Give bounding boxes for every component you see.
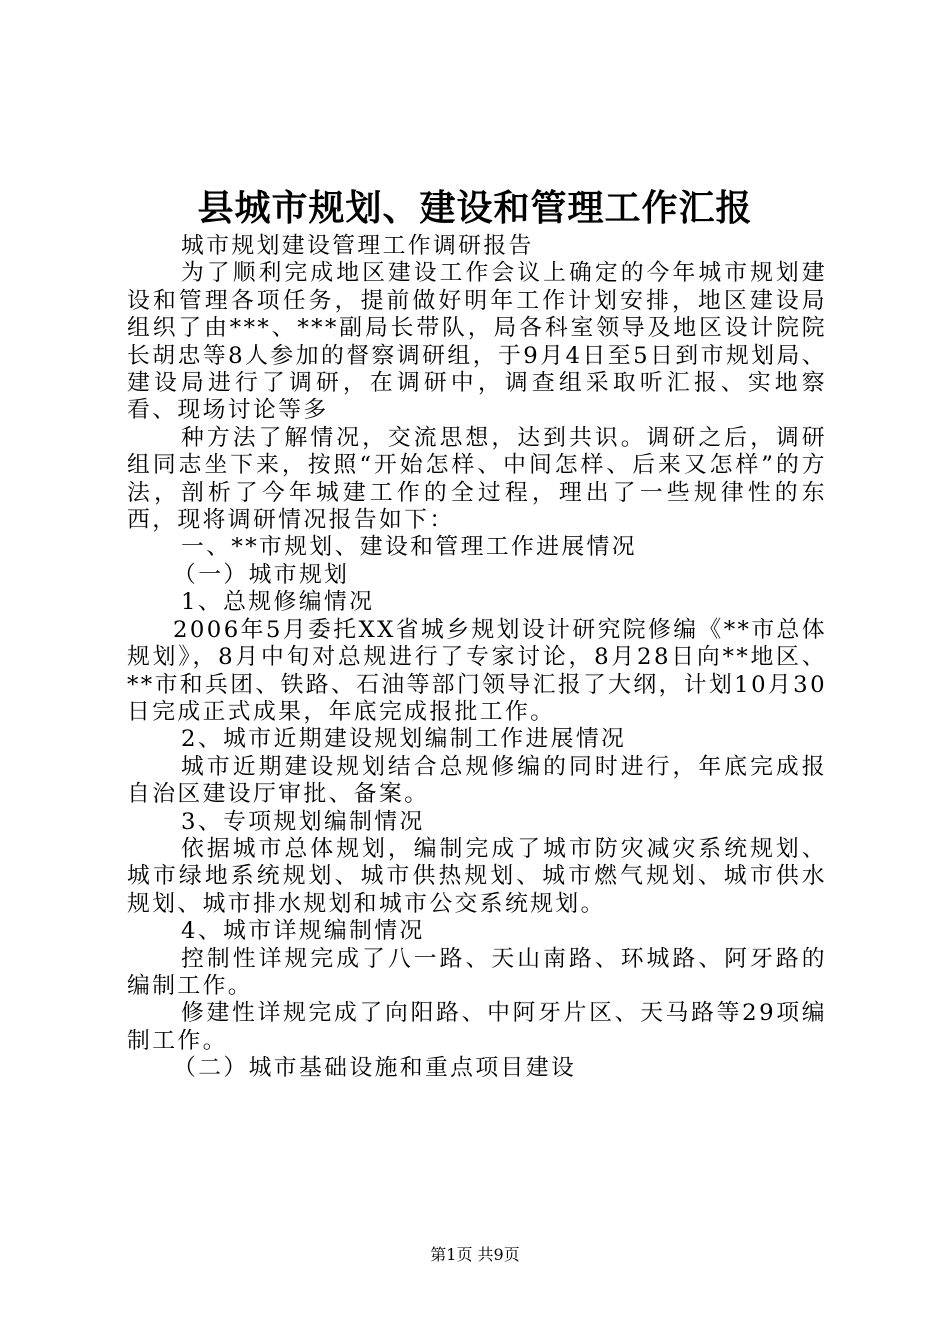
paragraph-methods: 种方法了解情况，交流思想，达到共识。调研之后，调研组同志坐下来，按照“开始怎样、中间怎样、后来又怎样”的方法，剖析了今年城建工作的全过程，理出了一些规律性的东西，现将调研情况报告如下： [127, 424, 827, 534]
document-title: 县城市规划、建设和管理工作汇报 [197, 187, 753, 229]
heading-subsection-1: （一）城市规划 [173, 561, 350, 588]
paragraph-near-term-plan: 城市近期建设规划结合总规修编的同时进行，年底完成报自治区建设厅审批、备案。 [127, 753, 827, 808]
paragraph-special-plans: 依据城市总体规划，编制完成了城市防灾减灾系统规划、城市绿地系统规划、城市供热规划、城市燃气规划、城市供水规划、城市排水规划和城市公交系统规划。 [127, 835, 827, 917]
heading-subsection-2: （二）城市基础设施和重点项目建设 [173, 1055, 577, 1082]
heading-item-2: 2、城市近期建设规划编制工作进展情况 [181, 726, 627, 753]
paragraph-report-subtitle: 城市规划建设管理工作调研报告 [181, 233, 534, 259]
heading-item-3: 3、专项规划编制情况 [181, 808, 425, 835]
paragraph-regulatory-plans: 控制性详规完成了八一路、天山南路、环城路、阿牙路的编制工作。 [127, 945, 827, 999]
heading-item-4: 4、城市详规编制情况 [181, 918, 425, 945]
heading-item-1: 1、总规修编情况 [181, 589, 375, 616]
paragraph-master-plan: 2006年5月委托XX省城乡规划设计研究院修编《**市总体规划》，8月中旬对总规进行了专家讨论，8月28日向**地区、**市和兵团、铁路、石油等部门领导汇报了大纲，计划10月30日完成正式成果，年底完成报批工作。 [127, 616, 827, 725]
paragraph-site-plans: 修建性详规完成了向阳路、中阿牙片区、天马路等29项编制工作。 [127, 1000, 827, 1054]
heading-section-1: 一、**市规划、建设和管理工作进展情况 [181, 534, 637, 561]
page-number-footer: 第1页 共9页 [430, 1245, 520, 1264]
paragraph-intro: 为了顺利完成地区建设工作会议上确定的今年城市规划建设和管理各项任务，提前做好明年工作计划安排，地区建设局组织了由***、***副局长带队，局各科室领导及地区设计院院长胡忠等8人参加的督察调研组，于9月4日至5日到市规划局、建设局进行了调研，在调研中，调查组采取听汇报、实地察看、现场讨论等多 [127, 260, 827, 424]
document-body [127, 233, 827, 1083]
